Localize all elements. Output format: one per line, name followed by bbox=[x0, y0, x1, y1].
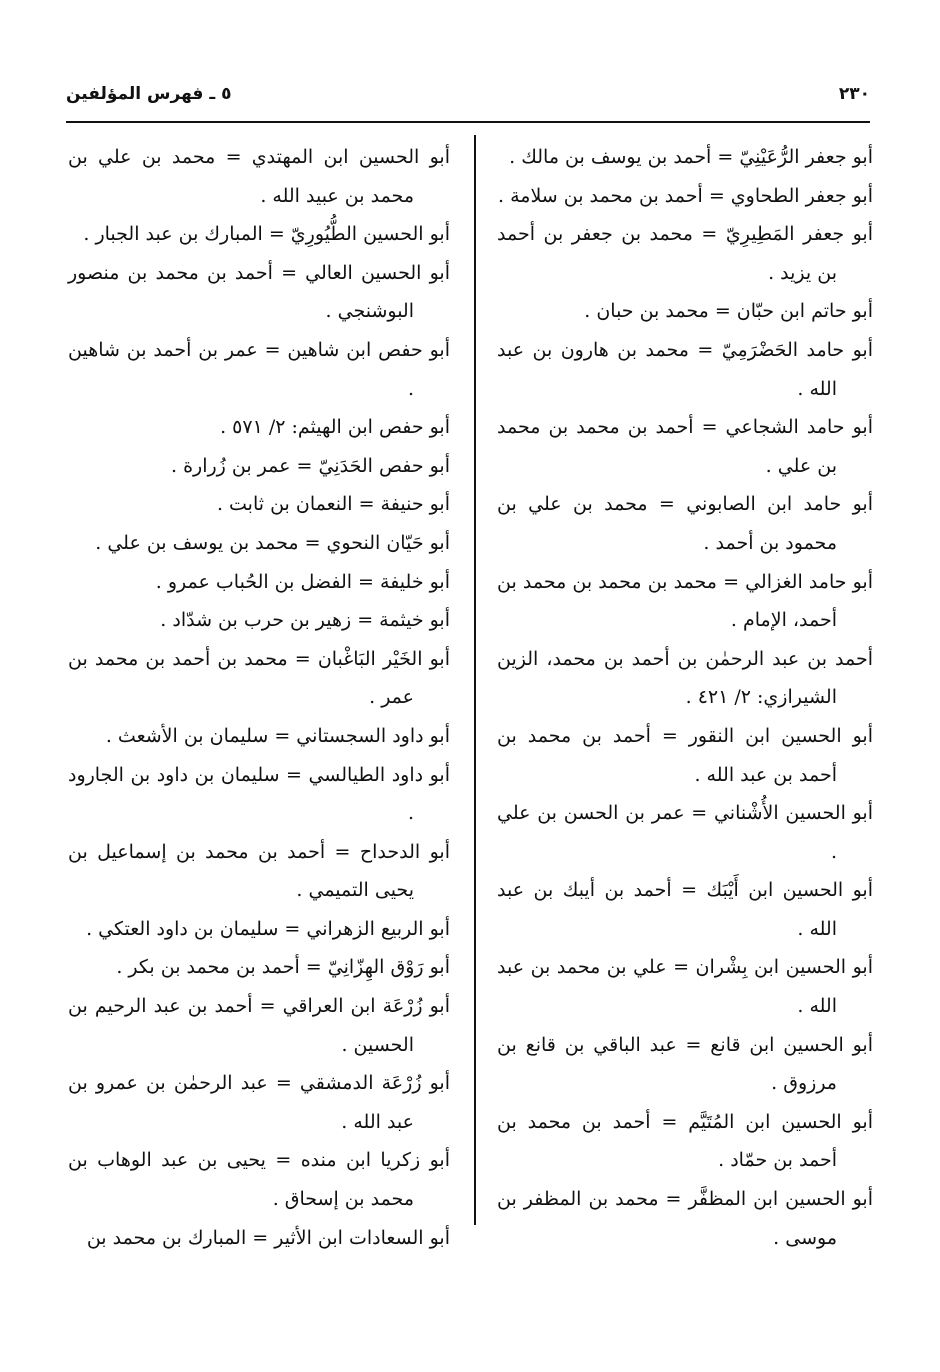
index-entry: أبو داود السجستاني = سليمان بن الأشعث . bbox=[105, 724, 450, 747]
index-entry: أبو الربيع الزهراني = سليمان بن داود العتكي . bbox=[86, 917, 450, 940]
index-entry: أبو الحسين ابن النقور = أحمد بن محمد بن أحمد بن عبد الله . bbox=[497, 724, 873, 786]
header-rule bbox=[66, 121, 870, 123]
index-entry: أبو حاتم ابن حبّان = محمد بن حبان . bbox=[584, 300, 873, 323]
index-entry: أبو الحسين ابن قانع = عبد الباقي بن قانع بن مرزوق . bbox=[497, 1033, 873, 1095]
page-number: ٢٣٠ bbox=[838, 84, 870, 104]
index-entry: أبو زُرْعَة الدمشقي = عبد الرحمٰن بن عمرو بن عبد الله . bbox=[68, 1072, 450, 1133]
index-entry: أبو حامد الشجاعي = أحمد بن محمد بن محمد بن علي . bbox=[497, 416, 873, 477]
page-header bbox=[66, 78, 870, 122]
right-column bbox=[497, 138, 873, 1257]
index-entry: أبو زكريا ابن منده = يحيى بن عبد الوهاب بن محمد بن إسحاق . bbox=[68, 1149, 450, 1211]
index-entry: أبو جعفر الرُّعَيْنِيّ = أحمد بن يوسف بن مالك . bbox=[509, 146, 873, 168]
index-entry: أبو الحسين ابن بِشْران = علي بن محمد بن عبد الله . bbox=[497, 956, 873, 1018]
index-entry: أبو الحسين الأُشْناني = عمر بن الحسن بن علي . bbox=[497, 802, 873, 863]
index-entry: أبو الحسين الطُّيُورِيّ = المبارك بن عبد الجبار . bbox=[83, 223, 450, 246]
index-entry: أبو الخَيْر البَاغْبان = محمد بن أحمد بن محمد بن عمر . bbox=[68, 647, 450, 709]
index-entry: أبو حامد الحَضْرَمِيّ = محمد بن هارون بن عبد الله . bbox=[497, 338, 873, 400]
index-entry: أبو حنيفة = النعمان بن ثابت . bbox=[216, 493, 450, 516]
index-entry: أبو السعادات ابن الأثير = المبارك بن محمد بن bbox=[86, 1226, 450, 1249]
index-entry: أبو جعفر المَطِيرِيّ = محمد بن جعفر بن أحمد بن يزيد . bbox=[497, 223, 873, 284]
index-entry: أبو جعفر الطحاوي = أحمد بن محمد بن سلامة . bbox=[498, 184, 873, 207]
index-entry: أبو الحسين ابن المُتَيَّم = أحمد بن محمد بن أحمد بن حمّاد . bbox=[497, 1110, 873, 1172]
index-entry: أبو داود الطيالسي = سليمان بن داود بن الجارود . bbox=[68, 763, 450, 825]
index-entry: أبو خليفة = الفضل بن الحُباب عمرو . bbox=[155, 570, 450, 593]
index-entry: أبو حَيّان النحوي = محمد بن يوسف بن علي . bbox=[95, 531, 450, 554]
index-entry: أبو زُرْعَة ابن العراقي = أحمد بن عبد الرحيم بن الحسين . bbox=[68, 995, 450, 1056]
index-entry: أبو الحسين العالي = أحمد بن محمد بن منصور البوشنجي . bbox=[68, 261, 450, 323]
index-entry: أبو الحسين ابن المظفَّر = محمد بن المظفر بن موسى . bbox=[497, 1188, 873, 1249]
index-entry: أبو رَوْق الهِزّانِيّ = أحمد بن محمد بن بكر . bbox=[116, 956, 450, 979]
index-entry: أبو حفص ابن الهيثم: ٢/ ٥٧١ . bbox=[220, 416, 450, 439]
column-divider bbox=[474, 135, 476, 1225]
index-entry: أبو الدحداح = أحمد بن محمد بن إسماعيل بن يحيى التميمي . bbox=[68, 840, 450, 902]
index-entry: أبو خيثمة = زهير بن حرب بن شدّاد . bbox=[160, 609, 450, 632]
left-column bbox=[68, 138, 450, 1257]
index-entry: أبو حفص الحَدَنِيّ = عمر بن زُرارة . bbox=[171, 454, 450, 477]
index-entry: أحمد بن عبد الرحمٰن بن أحمد بن محمد، الزين الشيرازي: ٢/ ٤٢١ . bbox=[497, 647, 873, 709]
index-entry: أبو الحسين ابن المهتدي = محمد بن علي بن محمد بن عبيد الله . bbox=[68, 146, 450, 207]
index-entry: أبو حامد ابن الصابوني = محمد بن علي بن محمود بن أحمد . bbox=[497, 493, 873, 554]
running-title: ٥ ـ فهرس المؤلفين bbox=[66, 84, 232, 104]
index-entry: أبو الحسين ابن أَيْبَك = أحمد بن أيبك بن عبد الله . bbox=[497, 879, 873, 940]
index-entry: أبو حامد الغزالي = محمد بن محمد بن محمد بن أحمد، الإمام . bbox=[497, 570, 873, 632]
index-entry: أبو حفص ابن شاهين = عمر بن أحمد بن شاهين . bbox=[68, 338, 450, 400]
